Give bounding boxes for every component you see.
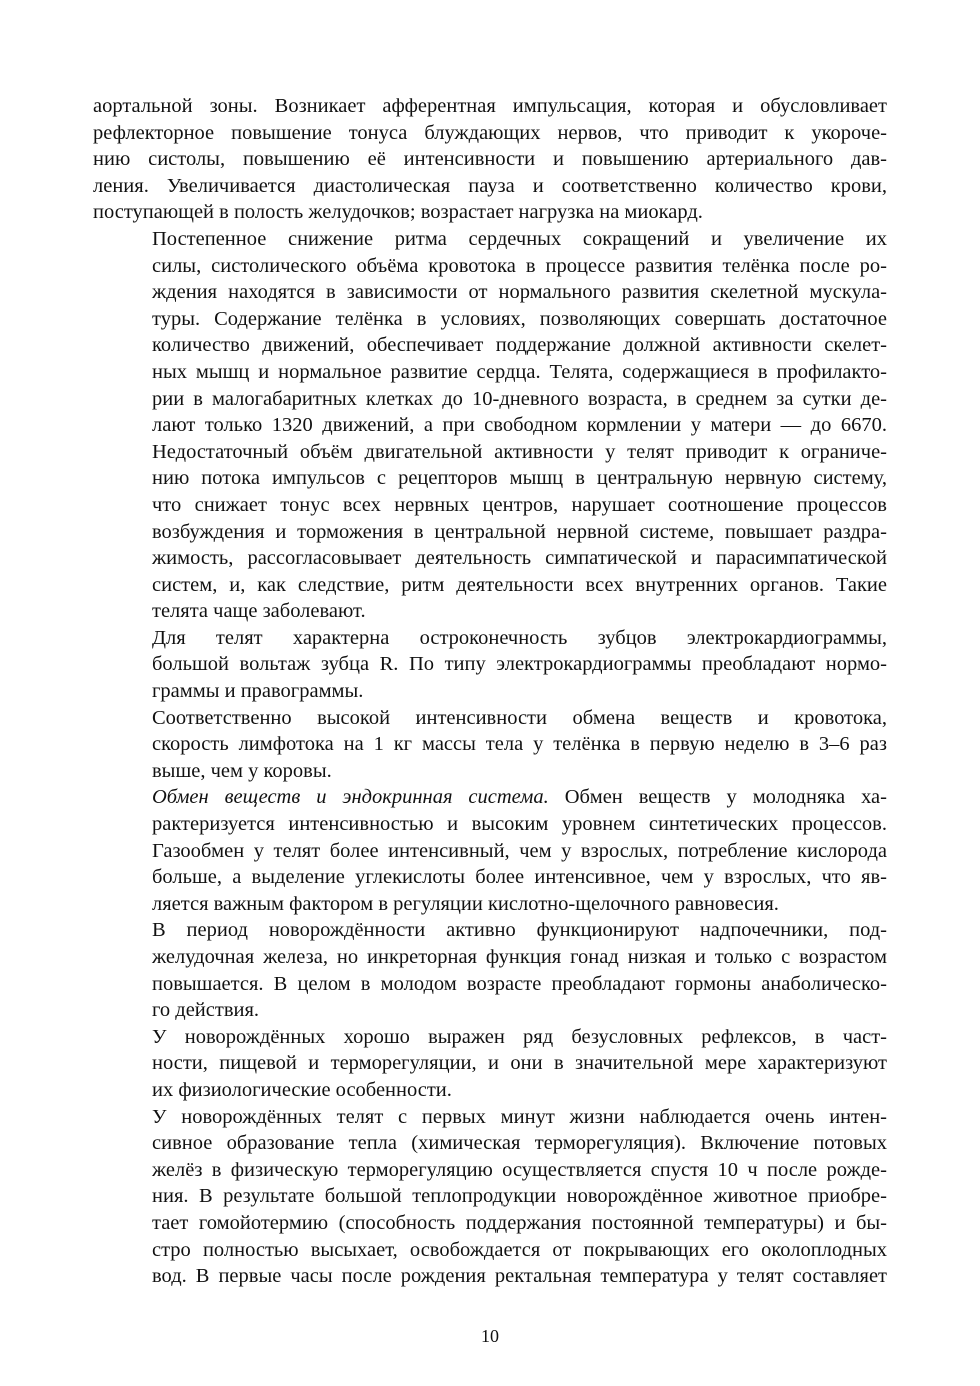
text-line: систем, и, как следствие, ритм деятельности всех внутренних органов. Такие: [152, 573, 887, 596]
text-line: нию систолы, повышению её интенсивности и повышению артериального дав-: [93, 148, 887, 171]
paragraph-8: [93, 1104, 887, 1290]
text-line: рефлекторное повышение тонуса блуждающих нервов, что приводит к укороче-: [93, 121, 887, 144]
text-line: ления. Увеличивается диастолическая пауза и соответственно количество крови,: [93, 174, 887, 197]
text-line: Газообмен у телят более интенсивный, чем у взрослых, потребление кислорода: [152, 839, 887, 862]
text-line: стро полностью высыхает, освобождается от покрывающих его околоплодных: [152, 1238, 887, 1261]
text-line: Недостаточный объём двигательной активности у телят приводит к ограниче-: [152, 440, 887, 463]
paragraph-2: [93, 226, 887, 625]
text-line: Для телят характерна остроконечность зубцов электрокардиограммы,: [152, 626, 887, 649]
page-number: 10: [481, 1326, 499, 1346]
text-line: их физиологические особенности.: [152, 1078, 452, 1101]
text-line: тает гомойотермию (способность поддержания постоянной температуры) и бы-: [152, 1211, 887, 1234]
paragraph-1: [93, 93, 887, 226]
page-body: [93, 93, 887, 1290]
text-line: количество движений, обеспечивает поддержание должной активности скелет-: [152, 334, 887, 357]
paragraph-3: [93, 625, 887, 705]
text-line: В период новорождённости активно функционируют надпочечники, под-: [152, 919, 887, 942]
text-line: что снижает тонус всех нервных центров, нарушает соотношение процессов: [152, 493, 887, 516]
text-line: поступающей в полость желудочков; возрастает нагрузка на миокард.: [93, 201, 703, 224]
text-line: жимость, рассогласовывает деятельность симпатической и парасимпатической: [152, 547, 887, 570]
text-line: У новорождённых телят с первых минут жизни наблюдается очень интен-: [152, 1105, 887, 1128]
text-line: телята чаще заболевают.: [152, 600, 366, 623]
text-line: желёз в физическую терморегуляцию осуществляется спустя 10 ч после рожде-: [152, 1158, 887, 1181]
text-line: сивное образование тепла (химическая терморегуляция). Включение потовых: [152, 1132, 887, 1155]
text-line: граммы и правограммы.: [152, 680, 364, 703]
text-line: туры. Содержание телёнка в условиях, позволяющих совершать достаточное: [152, 307, 887, 330]
text-line: ных мышц и нормальное развитие сердца. Телята, содержащиеся в профилакто-: [152, 360, 887, 383]
text-line: нию потока импульсов с рецепторов мышц в центральную нервную систему,: [152, 467, 887, 490]
text-line: ния. В результате большой теплопродукции новорождённое животное приобре-: [152, 1185, 887, 1208]
text-line: возбуждения и торможения в центральной нервной системе, повышает раздра-: [152, 520, 887, 543]
text-line: больше, а выделение углекислоты более интенсивное, чем у взрослых, что яв-: [152, 866, 887, 889]
section-heading: Обмен веществ и эндокринная система.: [152, 786, 549, 809]
text-line: аортальной зоны. Возникает афферентная импульсация, которая и обусловливает: [93, 95, 887, 117]
text-line: выше, чем у коровы.: [152, 759, 332, 782]
text-line: силы, систолического объёма кровотока в процессе развития телёнка после ро-: [152, 254, 887, 277]
text-line: ждения находятся в зависимости от нормального развития скелетной мускула-: [152, 281, 887, 304]
text-line-with-heading: [93, 784, 887, 811]
paragraph-7: [93, 1024, 887, 1104]
paragraph-5: [93, 784, 887, 917]
text-fragment: Обмен веществ у молодняка ха-: [548, 786, 887, 809]
text-line: Постепенное снижение ритма сердечных сокращений и увеличение их: [152, 227, 887, 250]
text-line: большой вольтаж зубца R. По типу электрокардиограммы преобладают нормо-: [152, 653, 887, 676]
paragraph-4: [93, 705, 887, 785]
paragraph-6: [93, 917, 887, 1023]
text-line: скорость лимфотока на 1 кг массы тела у телёнка в первую неделю в 3–6 раз: [152, 733, 887, 756]
text-line: повышается. В целом в молодом возрасте преобладают гормоны анаболическо-: [152, 972, 887, 995]
text-line: ляется важным фактором в регуляции кислотно-щелочного равновесия.: [152, 892, 779, 915]
text-line: Соответственно высокой интенсивности обмена веществ и кровотока,: [152, 706, 887, 729]
text-line: лают только 1320 движений, а при свободном кормлении у матери — до 6670.: [152, 414, 887, 437]
text-line: рактеризуется интенсивностью и высоким уровнем синтетических процессов.: [152, 813, 887, 836]
text-line: вод. В первые часы после рождения ректальная температура у телят составляет: [152, 1265, 887, 1288]
text-line: рии в малогабаритных клетках до 10-дневного возраста, в среднем за сутки де-: [152, 387, 887, 410]
text-line: го действия.: [152, 999, 260, 1022]
text-line: желудочная железа, но инкреторная функция гонад низкая и только с возрастом: [152, 946, 887, 968]
text-line: ности, пищевой и терморегуляции, и они в значительной мере характеризуют: [152, 1052, 887, 1075]
text-line: У новорождённых хорошо выражен ряд безусловных рефлексов, в част-: [152, 1025, 887, 1048]
